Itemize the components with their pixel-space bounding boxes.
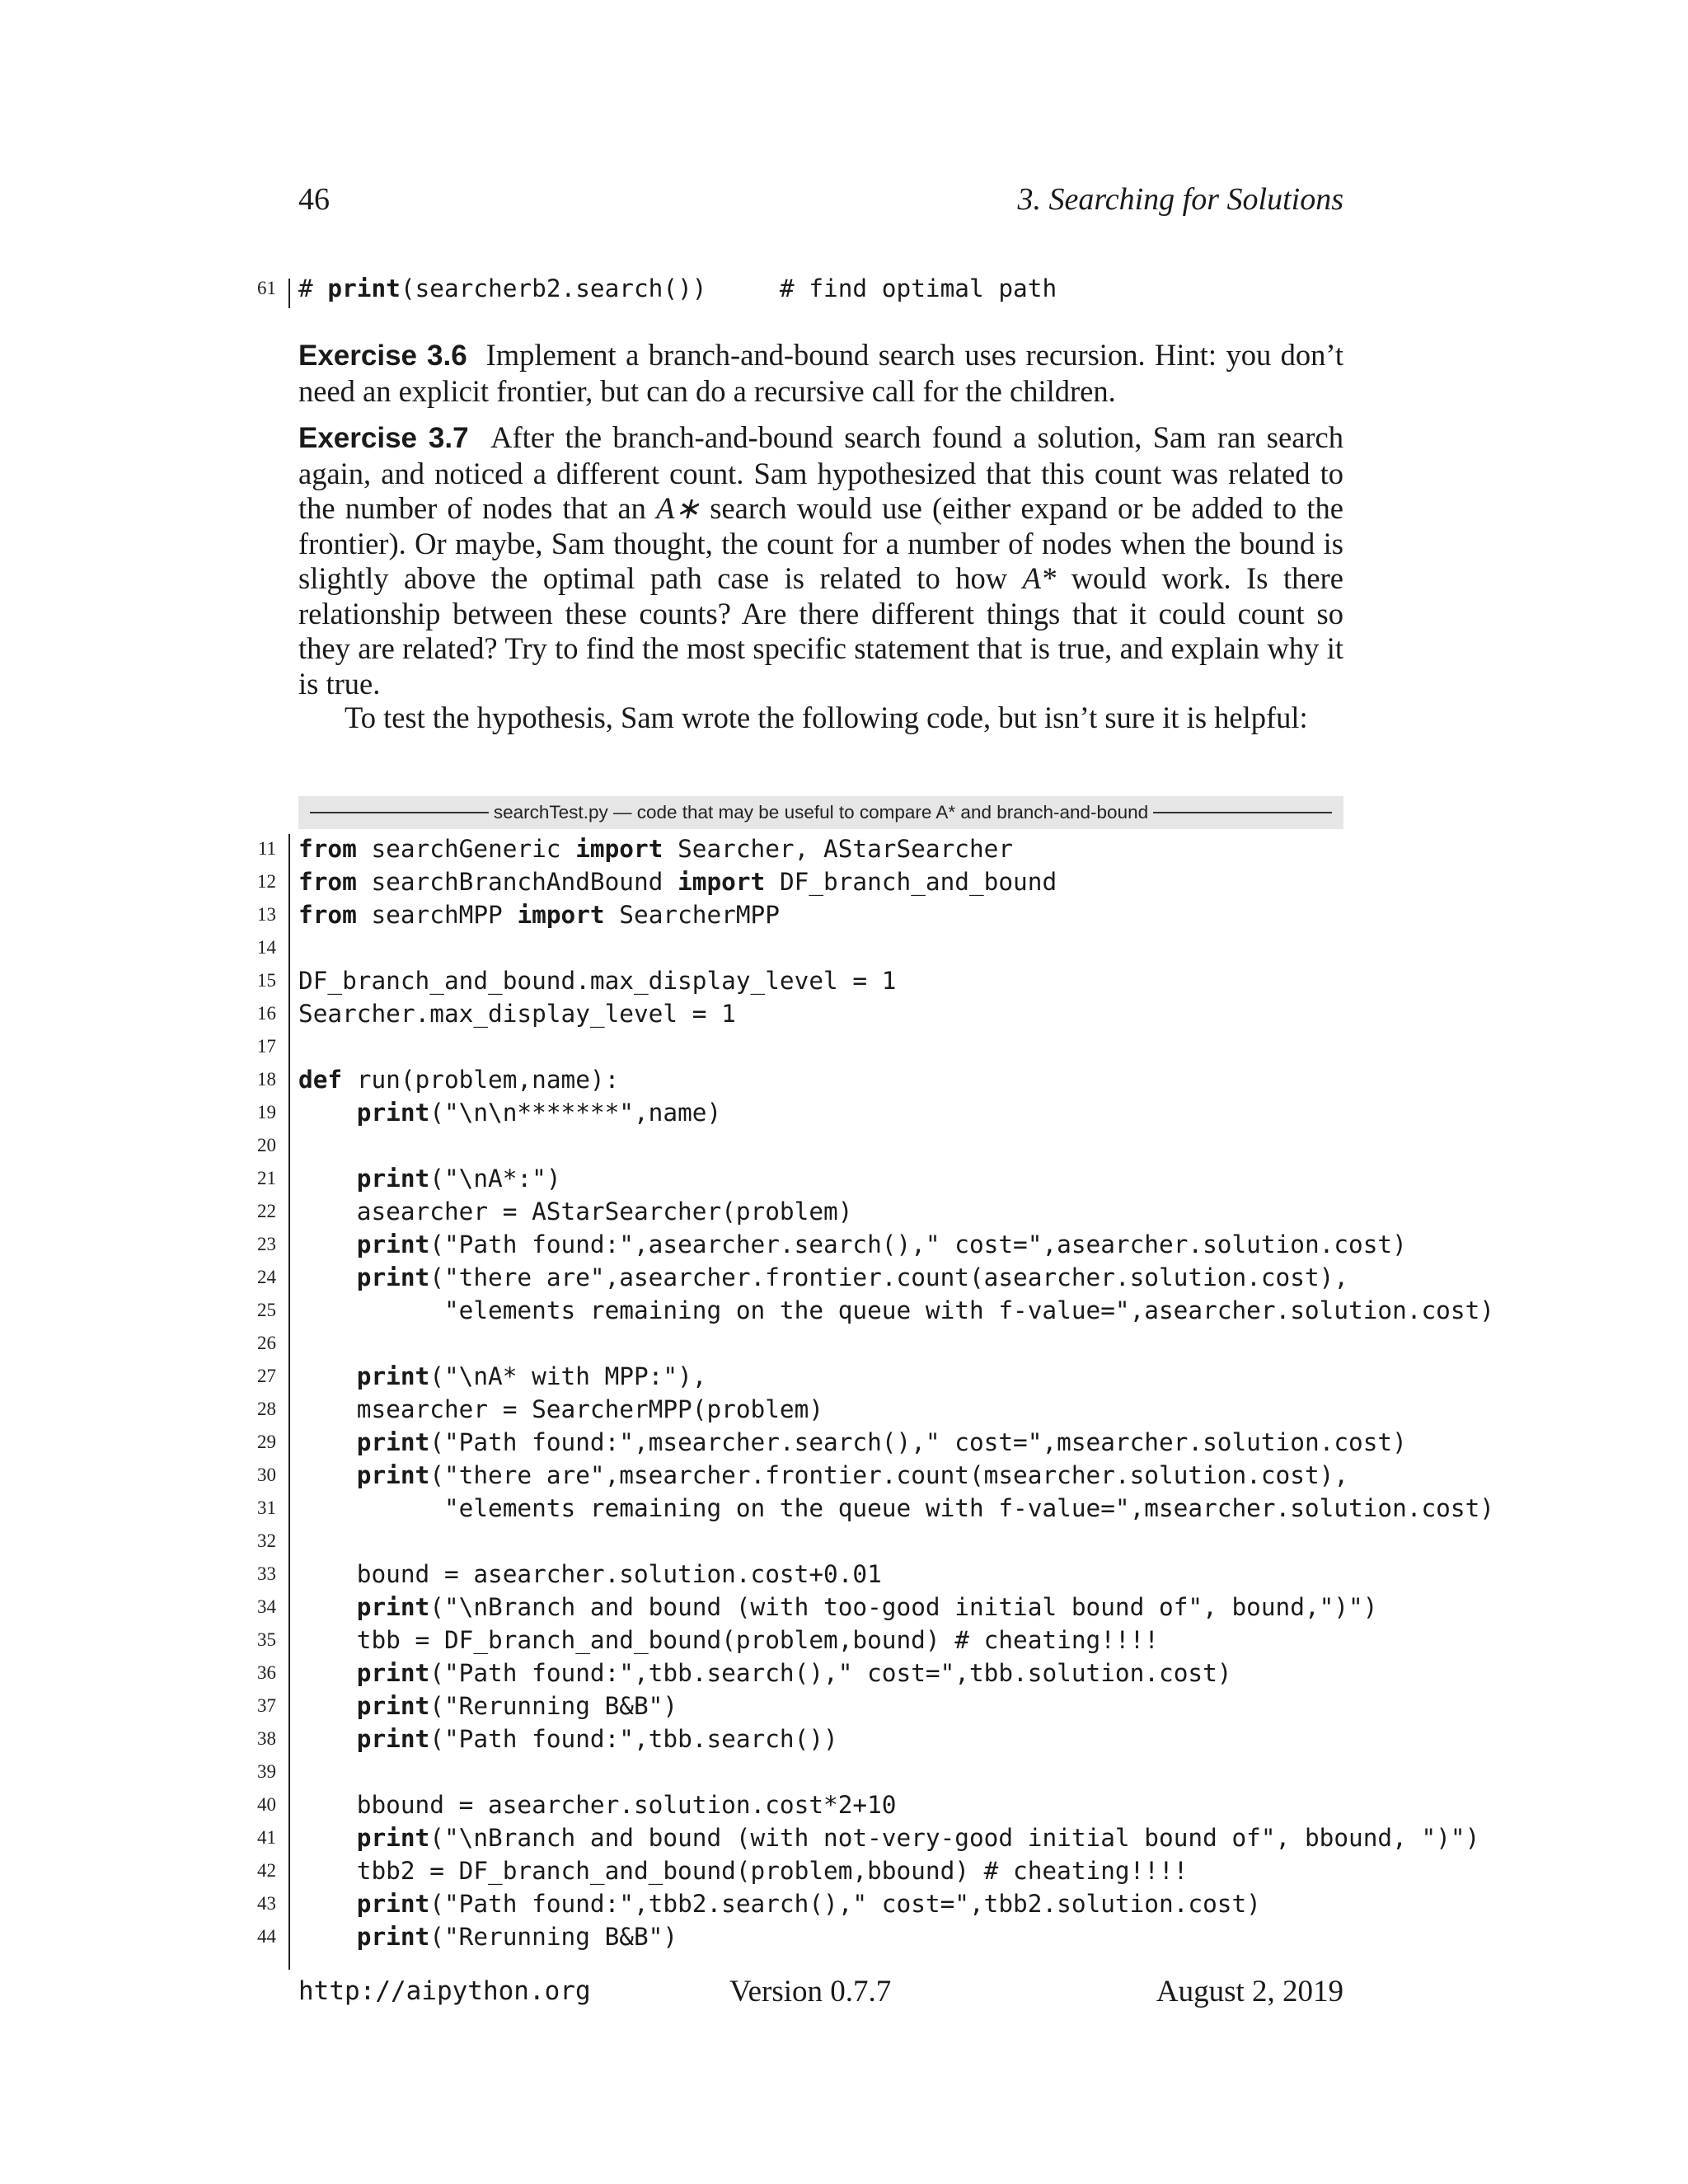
- exercise-3-7: [298, 420, 1343, 701]
- code-listing: [0, 832, 1688, 1970]
- code-line: [0, 1195, 1688, 1228]
- exercise-text: After the branch-and-bound search found a solution, Sam ran search again, and noticed a different count. Sam hypothesized that this count was related to the number of nodes that an: [298, 420, 1343, 525]
- code-text: print("there are",msearcher.frontier.count(msearcher.solution.cost),: [356, 1461, 1349, 1489]
- line-number: 18: [257, 1069, 276, 1090]
- line-number: 22: [257, 1201, 276, 1221]
- line-number: 14: [257, 937, 276, 958]
- code-line: [0, 1261, 1688, 1294]
- line-number: 12: [257, 871, 276, 892]
- caption-rule: [310, 812, 489, 813]
- code-line: [0, 1591, 1688, 1624]
- line-number: 43: [257, 1893, 276, 1914]
- exercise-label: Exercise 3.7: [298, 422, 469, 454]
- code-text: from searchBranchAndBound import DF_branch_and_bound: [298, 868, 1057, 896]
- line-number: 33: [257, 1563, 276, 1584]
- code-line: [0, 1129, 1688, 1162]
- code-line: [0, 1854, 1688, 1887]
- code-text: bound = asearcher.solution.cost+0.01: [298, 1560, 882, 1588]
- code-text: def run(problem,name):: [298, 1066, 620, 1094]
- code-line: [0, 1722, 1688, 1755]
- line-number: 35: [257, 1629, 276, 1650]
- line-number: 41: [257, 1827, 276, 1848]
- line-number: 11: [257, 838, 276, 859]
- code-line: [0, 1755, 1688, 1788]
- code-line: [0, 898, 1688, 931]
- code-line: [0, 1525, 1688, 1558]
- code-text: print("\nBranch and bound (with too-good initial bound of", bound,")"): [356, 1593, 1378, 1621]
- code-text: # print(searcherb2.search()) # find optimal path: [298, 274, 1057, 302]
- page-number: 46: [298, 182, 330, 217]
- code-line: [0, 964, 1688, 997]
- code-line: [0, 997, 1688, 1030]
- astar-symbol: A∗: [656, 491, 701, 525]
- code-line: [0, 1327, 1688, 1360]
- line-number: 32: [257, 1530, 276, 1551]
- footer-version: Version 0.7.7: [729, 1975, 892, 2008]
- code-line: [0, 1426, 1688, 1459]
- code-text: "elements remaining on the queue with f-value=",asearcher.solution.cost): [298, 1296, 1494, 1324]
- code-line: [0, 1393, 1688, 1426]
- line-number: 23: [257, 1234, 276, 1254]
- code-line: [0, 1162, 1688, 1195]
- line-number: 42: [257, 1860, 276, 1881]
- line-number: 13: [257, 904, 276, 925]
- code-text: Searcher.max_display_level = 1: [298, 1000, 736, 1028]
- code-text: tbb2 = DF_branch_and_bound(problem,bbound) # cheating!!!!: [298, 1857, 1189, 1885]
- exercise-text: Implement a branch-and-bound search uses recursion. Hint: you don’t need an explicit frontier, but can do a recursive call for the children.: [298, 338, 1344, 408]
- code-text: print("there are",asearcher.frontier.count(asearcher.solution.cost),: [356, 1263, 1349, 1291]
- code-line: [0, 1096, 1688, 1129]
- running-header: 3. Searching for Solutions: [1017, 182, 1343, 217]
- line-number: 37: [257, 1695, 276, 1716]
- exercise-label: Exercise 3.6: [298, 340, 467, 372]
- code-line: [0, 1063, 1688, 1096]
- line-number: 25: [257, 1300, 276, 1320]
- line-number: 31: [257, 1497, 276, 1518]
- code-text: DF_branch_and_bound.max_display_level = 1: [298, 967, 897, 995]
- code-text: print("\nA*:"): [356, 1165, 561, 1193]
- code-text: msearcher = SearcherMPP(problem): [298, 1395, 824, 1423]
- astar-symbol: A*: [1022, 561, 1057, 595]
- code-line: [0, 1030, 1688, 1063]
- line-number: 27: [257, 1366, 276, 1386]
- code-line: [0, 1657, 1688, 1690]
- exercise-text: search would use (either expand or be added to the frontier). Or maybe, Sam thought, the count for a number of nodes when the bound is slightly above the optimal path case is related to how: [298, 491, 1343, 595]
- exercise-3-6: [298, 338, 1343, 409]
- code-line: [0, 1624, 1688, 1657]
- code-text: from searchMPP import SearcherMPP: [298, 901, 780, 929]
- code-text: print("Rerunning B&B"): [356, 1692, 678, 1720]
- code-line: [0, 1920, 1688, 1953]
- line-number: 38: [257, 1728, 276, 1749]
- code-line: [0, 832, 1688, 865]
- code-text: print("\nA* with MPP:"),: [356, 1362, 707, 1390]
- code-line: [0, 272, 1688, 305]
- caption-rule: [1153, 812, 1332, 813]
- line-number: 15: [257, 970, 276, 991]
- exercise-text: would work. Is there relationship between these counts? Are there different things that it could count so they are related? Try to find the most specific statement that is true, and explain why it is true.: [298, 561, 1343, 701]
- line-number: 30: [257, 1465, 276, 1485]
- line-number: 26: [257, 1333, 276, 1353]
- line-number: 24: [257, 1267, 276, 1287]
- code-text: print("Path found:",asearcher.search()," cost=",asearcher.solution.cost): [356, 1230, 1407, 1258]
- code-text: from searchGeneric import Searcher, AStarSearcher: [298, 835, 1014, 863]
- code-line: [0, 865, 1688, 898]
- line-number: 28: [257, 1399, 276, 1419]
- line-number: 21: [257, 1168, 276, 1188]
- code-line: [0, 1821, 1688, 1854]
- line-number: 36: [257, 1662, 276, 1683]
- footer-url[interactable]: http://aipython.org: [298, 1976, 591, 2006]
- code-line: [0, 1294, 1688, 1327]
- line-number: 29: [257, 1432, 276, 1452]
- code-line: [0, 1228, 1688, 1261]
- listing-caption-text: searchTest.py — code that may be useful to compare A* and branch-and-bound: [493, 802, 1149, 823]
- code-line: [0, 1558, 1688, 1591]
- line-number: 20: [257, 1135, 276, 1155]
- line-number: 61: [257, 278, 276, 298]
- code-line: [0, 1690, 1688, 1722]
- code-line: [0, 1360, 1688, 1393]
- code-text: tbb = DF_branch_and_bound(problem,bound) # cheating!!!!: [298, 1626, 1159, 1654]
- footer-date: August 2, 2019: [1156, 1975, 1343, 2008]
- code-line: [0, 1492, 1688, 1525]
- code-text: print("Path found:",msearcher.search()," cost=",msearcher.solution.cost): [356, 1428, 1407, 1456]
- code-text: print("Path found:",tbb.search()," cost=",tbb.solution.cost): [356, 1659, 1232, 1687]
- code-block-top: [0, 272, 1688, 305]
- code-line: [0, 931, 1688, 964]
- line-number: 39: [257, 1761, 276, 1782]
- line-number: 19: [257, 1102, 276, 1122]
- code-line: [0, 1788, 1688, 1821]
- code-text: print("Path found:",tbb2.search()," cost=",tbb2.solution.cost): [356, 1890, 1261, 1918]
- listing-caption: [298, 796, 1343, 829]
- code-text: bbound = asearcher.solution.cost*2+10: [298, 1791, 897, 1819]
- line-number: 16: [257, 1003, 276, 1024]
- code-text: print("Rerunning B&B"): [356, 1923, 678, 1951]
- code-text: asearcher = AStarSearcher(problem): [298, 1197, 853, 1226]
- code-text: "elements remaining on the queue with f-value=",msearcher.solution.cost): [298, 1494, 1494, 1522]
- line-number: 44: [257, 1926, 276, 1947]
- code-text: print("\nBranch and bound (with not-very-good initial bound of", bbound, ")"): [356, 1824, 1480, 1852]
- code-line: [0, 1887, 1688, 1920]
- line-number: 40: [257, 1794, 276, 1815]
- line-number: 34: [257, 1596, 276, 1617]
- test-paragraph: To test the hypothesis, Sam wrote the following code, but isn’t sure it is helpful:: [345, 701, 1308, 734]
- code-text: print("Path found:",tbb.search()): [356, 1725, 838, 1753]
- line-number: 17: [257, 1036, 276, 1057]
- code-line: [0, 1459, 1688, 1492]
- code-text: print("\n\n*******",name): [356, 1099, 722, 1127]
